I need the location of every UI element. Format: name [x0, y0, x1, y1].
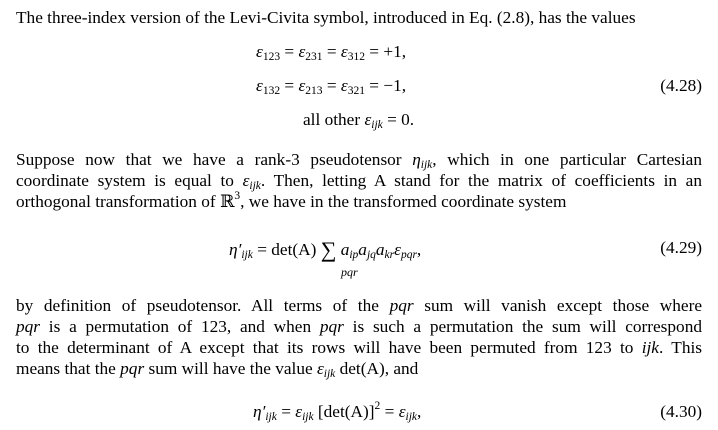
eq-4-28-row-2: $\varepsilon_{132} = \varepsilon_{213} = \varepsilon_{321} = -1$,: [256, 76, 407, 97]
eq-number-4-30: (4.30): [660, 402, 702, 421]
eq-4-28-row-3: all other $\varepsilon_{ijk} = 0$.: [303, 110, 415, 131]
sum-index: pqr: [341, 265, 358, 279]
paragraph-3-line-3: to the determinant of A except that its rows will have been permuted from 123 to ijk. This: [16, 338, 702, 357]
sum-symbol: ∑: [320, 237, 337, 262]
eq-4-28-row-1: $\varepsilon_{123} = \varepsilon_{231} = \varepsilon_{312} = +1$,: [256, 42, 407, 63]
paragraph-2-line-3: orthogonal transformation of ℝ$^3$, we have in the transformed coordinate system: [16, 190, 567, 211]
eq-4-30: $\eta'_{ijk} = \varepsilon_{ijk}$ $[\det(A)]^2 = \varepsilon_{ijk}$,: [253, 400, 422, 423]
paragraph-3-line-4: means that the pqr sum will have the value $\varepsilon_{ijk}$ det(A), and: [16, 359, 419, 380]
paragraph-2-line-1: Suppose now that we have a rank-3 pseudotensor $\eta_{ijk}$, which in one particular Cartesian: [16, 150, 702, 171]
paragraph-2-line-2: coordinate system is equal to $\varepsilon_{ijk}$. Then, letting A stand for the matrix of coefficients in an: [16, 171, 702, 192]
paragraph-3-line-1: by definition of pseudotensor. All terms of the pqr sum will vanish except those where: [16, 296, 702, 315]
paragraph-1: The three-index version of the Levi-Civita symbol, introduced in Eq. (2.8), has the values: [16, 8, 636, 27]
eq-4-29: $\eta'_{ijk} = \det(A)$ ∑ $a_{ip}a_{jq}a_{kr}\varepsilon_{pqr}$,: [229, 237, 422, 262]
eq-number-4-28: (4.28): [660, 76, 702, 95]
paragraph-3-line-2: pqr is a permutation of 123, and when pqr is such a permutation the sum will correspond: [16, 317, 702, 336]
eq-number-4-29: (4.29): [660, 238, 702, 257]
